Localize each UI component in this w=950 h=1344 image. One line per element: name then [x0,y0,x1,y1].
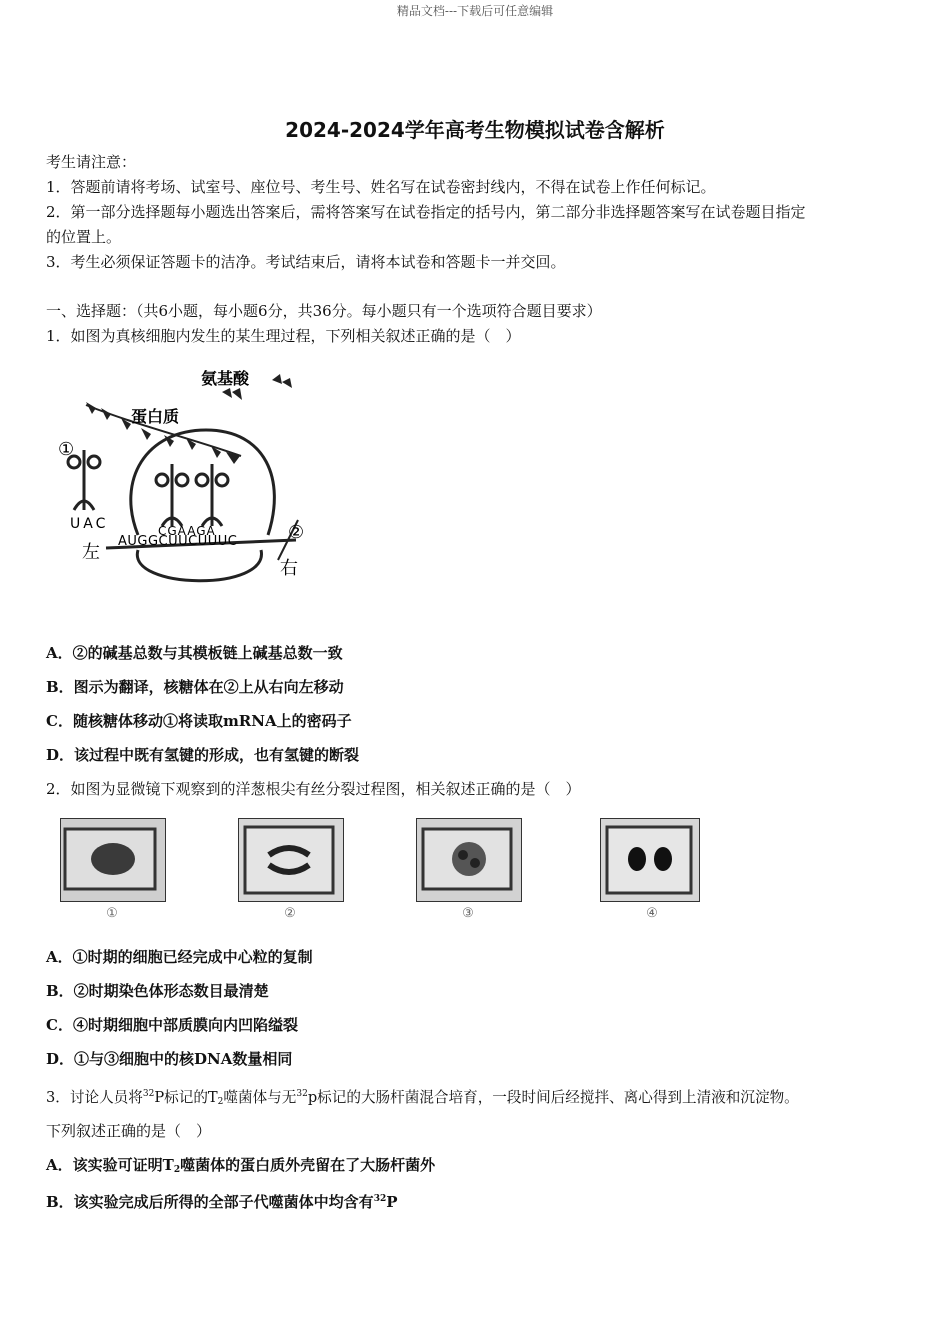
notice-heading: 考生请注意： [46,153,137,171]
micrograph-3 [416,818,522,902]
q3-option-b: B．该实验完成后所得的全部子代噬菌体中均含有$^{32}$P [46,1193,398,1211]
micrograph-1 [60,818,166,902]
right-label: 右 [280,558,298,579]
q2-option-b: B．②时期染色体形态数目最清楚 [46,982,269,1000]
q1-option-a: A．②的碱基总数与其模板链上碱基总数一致 [46,644,343,662]
micrograph-caption-1: ① [106,906,118,921]
section-heading: 一、选择题：（共6小题，每小题6分，共36分。每小题只有一个选项符合题目要求） [46,302,602,320]
q3-stem: 3．讨论人员将$^{32}$P标记的$T_2$噬菌体与无$^{32}$p标记的大肠杆菌混合培育，一段时间后经搅拌、离心得到上清液和沉淀物。 [46,1089,799,1107]
q2-stem: 2．如图为显微镜下观察到的洋葱根尖有丝分裂过程图，相关叙述正确的是（ ） [46,780,581,798]
protein-label: 蛋白质 [131,407,180,426]
q2-option-d: D．①与③细胞中的核DNA数量相同 [46,1050,293,1068]
q1-option-c: C．随核糖体移动①将读取mRNA上的密码子 [46,712,352,730]
ribosome-small-subunit [137,550,261,581]
micrograph-caption-3: ③ [462,906,474,921]
ribosome-large-subunit [131,430,275,535]
q3-stem-2: 下列叙述正确的是（ ） [46,1122,212,1140]
micrograph-caption-4: ④ [646,906,658,921]
q2-option-c: C．④时期细胞中部质膜向内凹陷缢裂 [46,1016,298,1034]
marker-1: ① [58,439,75,460]
q1-option-b: B．图示为翻译，核糖体在②上从右向左移动 [46,678,344,696]
micrograph-caption-2: ② [284,906,296,921]
q1-stem: 1．如图为真核细胞内发生的某生理过程，下列相关叙述正确的是（ ） [46,327,521,345]
watermark: 精品文档---下载后可任意编辑 [396,4,554,18]
micrograph-2 [238,818,344,902]
q1-option-d: D．该过程中既有氢键的形成，也有氢键的断裂 [46,746,360,764]
translation-diagram [46,360,326,600]
left-label: 左 [82,542,100,563]
trna-3 [196,464,228,526]
trna-2 [156,464,188,526]
notice-item-3: 3．考生必须保证答题卡的洁净。考试结束后，请将本试卷和答题卡一并交回。 [46,253,566,271]
notice-item-2b: 的位置上。 [46,228,122,246]
q2-option-a: A．①时期的细胞已经完成中心粒的复制 [46,948,313,966]
page-title: 2024-2024学年高考生物模拟试卷含解析 [285,118,665,142]
marker-2: ② [288,522,305,543]
mrna-sequence: AUGGCUUCUUUC [118,534,238,549]
anticodon-label: UAC [70,516,109,532]
notice-item-2a: 2．第一部分选择题每小题选出答案后，需将答案写在试卷指定的括号内，第二部分非选择题答案写在试卷题目指定 [46,203,806,221]
anticodons-label: CGAAGA [158,524,216,538]
notice-item-1: 1．答题前请将考场、试室号、座位号、考生号、姓名写在试卷密封线内，不得在试卷上作任何标记。 [46,178,716,196]
q3-option-a: A．该实验可证明$T_2$噬菌体的蛋白质外壳留在了大肠杆菌外 [46,1156,436,1175]
micrograph-4 [600,818,700,902]
amino-acid-label: 氨基酸 [201,369,250,388]
